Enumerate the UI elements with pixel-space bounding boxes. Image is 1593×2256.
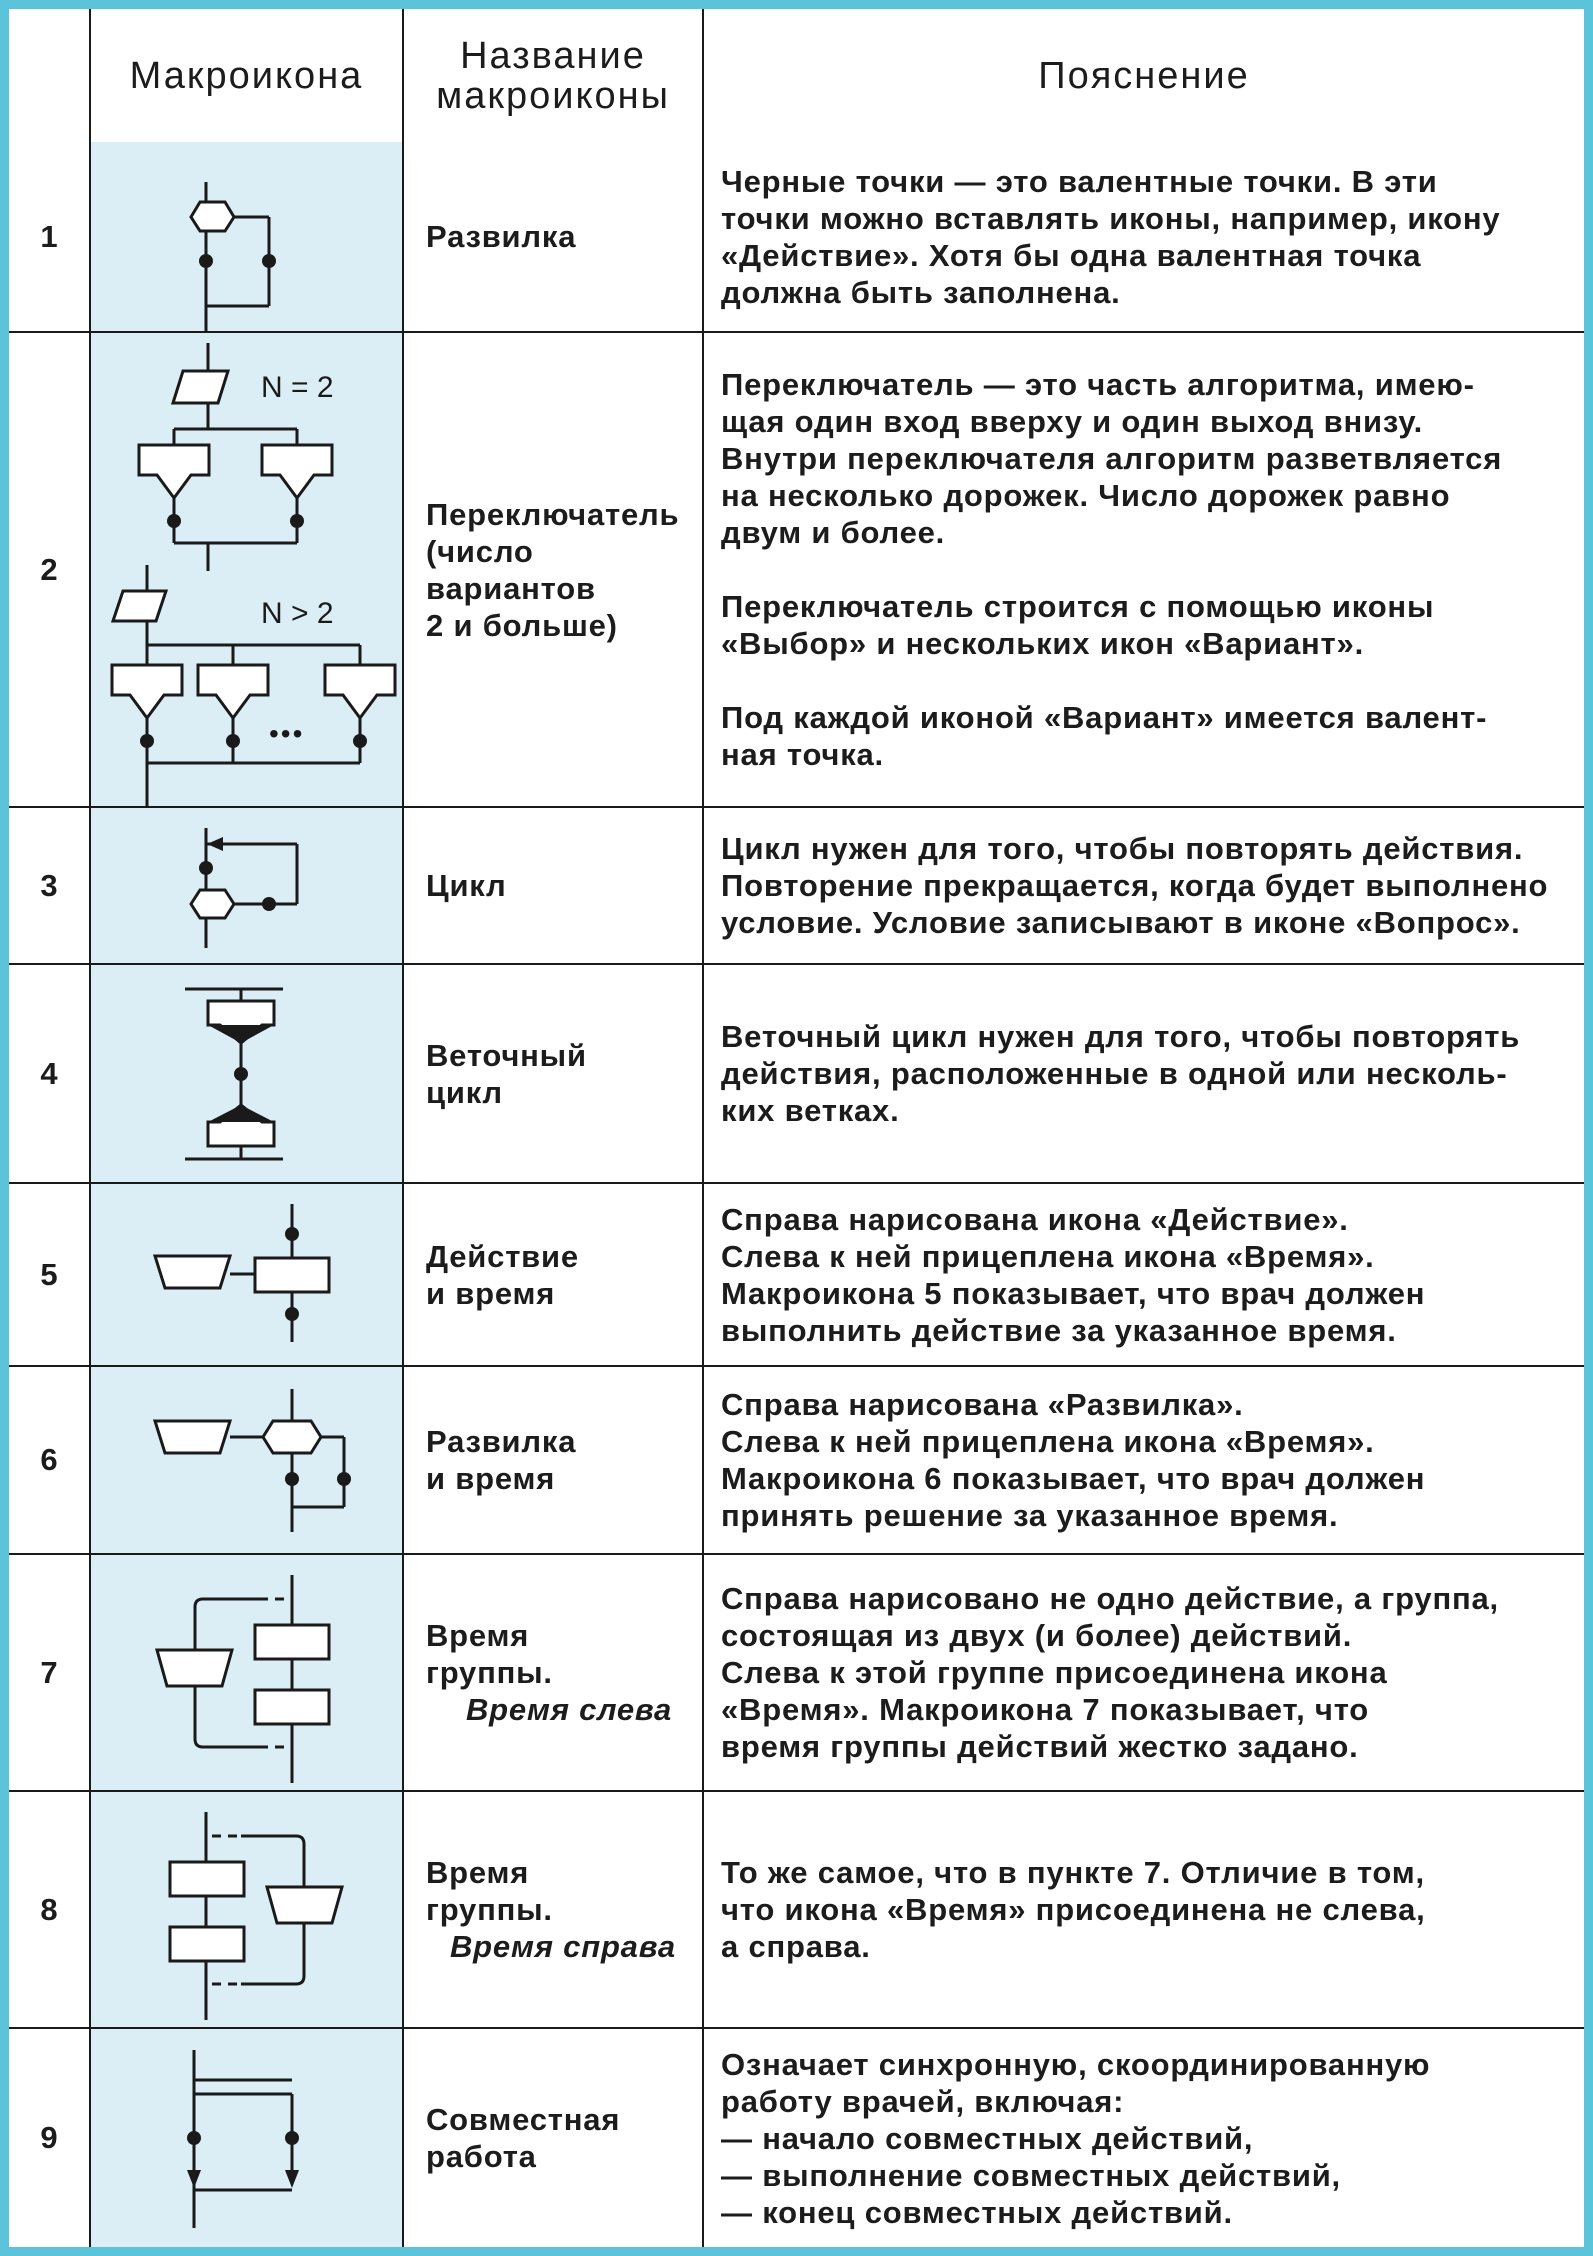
description-line: Справа нарисована икона «Действие». bbox=[721, 1201, 1349, 1237]
row-number: 4 bbox=[9, 964, 90, 1183]
description-paragraph bbox=[721, 1386, 1574, 1534]
description-line: Означает синхронную, скоординированную bbox=[721, 2046, 1431, 2082]
name-line: и время bbox=[426, 1275, 556, 1311]
header-desc: Пояснение bbox=[703, 9, 1584, 142]
row-number: 5 bbox=[9, 1183, 90, 1366]
description-line: действия, расположенные в одной или несколь- bbox=[721, 1056, 1508, 1091]
table-row bbox=[9, 142, 1584, 332]
table-row bbox=[9, 1366, 1584, 1554]
name-line: вариантов bbox=[426, 570, 596, 606]
name-line: Действие bbox=[426, 1238, 579, 1274]
macroicon-cell bbox=[90, 2028, 403, 2247]
description-line: должна быть заполнена. bbox=[721, 274, 1121, 310]
macroicon-name bbox=[403, 1554, 703, 1791]
name-line: 2 и больше) bbox=[426, 607, 618, 643]
macroicon-cell bbox=[90, 964, 403, 1183]
group-time-left-macroicon bbox=[91, 1555, 404, 1790]
name-line: Веточный bbox=[426, 1037, 587, 1073]
description-line: Слева к ней прицеплена икона «Время». bbox=[721, 1424, 1375, 1459]
description-line: — конец совместных действий. bbox=[721, 2194, 1233, 2230]
description-line: Макроикона 6 показывает, что врач должен bbox=[721, 1461, 1426, 1496]
header-num bbox=[9, 9, 90, 142]
macroicon-name bbox=[403, 142, 703, 332]
table-row bbox=[9, 964, 1584, 1183]
description-line: выполнить действие за указанное время. bbox=[721, 1312, 1397, 1348]
description-line: Внутри переключателя алгоритм разветвляется bbox=[721, 441, 1503, 476]
description-line: «Действие». Хотя бы одна валентная точка bbox=[721, 237, 1422, 273]
macroicon-cell bbox=[90, 142, 403, 332]
table-row bbox=[9, 1183, 1584, 1366]
description-line: «Время». Макроикона 7 показывает, что bbox=[721, 1692, 1370, 1727]
description-line: состоящая из двух (и более) действий. bbox=[721, 1618, 1353, 1653]
header-name bbox=[403, 9, 703, 142]
name-line: Совместная bbox=[426, 2102, 621, 2137]
description-line: а справа. bbox=[721, 1929, 871, 1964]
description-line: Переключатель строится с помощью иконы bbox=[721, 589, 1435, 624]
table-row bbox=[9, 1791, 1584, 2028]
macroicon-cell bbox=[90, 332, 403, 807]
name-line: (число bbox=[426, 533, 534, 569]
ellipsis-label: ••• bbox=[269, 718, 305, 749]
name-italic: Время справа bbox=[450, 1929, 676, 1964]
description-line: что икона «Время» присоединена не слева, bbox=[721, 1892, 1426, 1927]
description-paragraph bbox=[721, 366, 1574, 551]
name-line: группы. bbox=[426, 1892, 553, 1927]
name-line: Время bbox=[426, 1618, 530, 1653]
macroicon-name bbox=[403, 807, 703, 964]
description-line: «Выбор» и нескольких икон «Вариант». bbox=[721, 626, 1364, 661]
macroicon-cell bbox=[90, 1554, 403, 1791]
description-line: — выполнение совместных действий, bbox=[721, 2157, 1341, 2193]
table-row bbox=[9, 1554, 1584, 1791]
description-line: Черные точки — это валентные точки. В эти bbox=[721, 163, 1438, 199]
name-line: Развилка bbox=[426, 219, 577, 254]
table-row bbox=[9, 332, 1584, 807]
description-paragraph bbox=[721, 830, 1574, 941]
description-paragraph bbox=[721, 1201, 1574, 1349]
macroicon-name bbox=[403, 2028, 703, 2247]
action-time-macroicon bbox=[91, 1184, 404, 1365]
description-line: на несколько дорожек. Число дорожек равно bbox=[721, 478, 1451, 513]
row-number: 9 bbox=[9, 2028, 90, 2247]
fork-time-macroicon bbox=[91, 1367, 404, 1553]
name-line: и время bbox=[426, 1461, 556, 1496]
macroicon-name bbox=[403, 1791, 703, 2028]
name-line: Цикл bbox=[426, 868, 507, 903]
macroicon-cell bbox=[90, 1183, 403, 1366]
description-paragraph bbox=[721, 163, 1574, 311]
description-paragraph bbox=[721, 1580, 1574, 1765]
macroicon-cell bbox=[90, 1791, 403, 2028]
description-paragraph bbox=[721, 699, 1574, 773]
macroicon-name bbox=[403, 1366, 703, 1554]
description-paragraph bbox=[721, 588, 1574, 662]
name-line: группы. bbox=[426, 1655, 553, 1690]
joint-work-macroicon bbox=[91, 2030, 404, 2247]
description-line: Справа нарисована «Развилка». bbox=[721, 1387, 1244, 1422]
description-line: ная точка. bbox=[721, 737, 884, 772]
description-paragraph bbox=[721, 1854, 1574, 1965]
variant-count-label: N = 2 bbox=[261, 371, 334, 404]
description-paragraph bbox=[721, 2046, 1574, 2231]
description-line: Слева к ней прицеплена икона «Время». bbox=[721, 1238, 1375, 1274]
header-name-line: макроиконы bbox=[436, 74, 670, 117]
name-line: работа bbox=[426, 2139, 537, 2174]
description-line: условие. Условие записывают в иконе «Вопрос». bbox=[721, 905, 1521, 940]
macroicon-description bbox=[703, 1791, 1584, 2028]
description-paragraph bbox=[721, 1018, 1574, 1129]
macroicon-description bbox=[703, 1554, 1584, 1791]
header-name-line: Название bbox=[460, 34, 646, 77]
macroicon-description bbox=[703, 142, 1584, 332]
branch-loop-macroicon bbox=[91, 965, 404, 1182]
description-line: Справа нарисовано не одно действие, а группа, bbox=[721, 1581, 1499, 1616]
macroicon-description bbox=[703, 1183, 1584, 1366]
macroicon-name bbox=[403, 1183, 703, 1366]
macroicon-table bbox=[9, 9, 1584, 2247]
description-line: работу врачей, включая: bbox=[721, 2083, 1125, 2119]
name-line: Переключатель bbox=[426, 496, 680, 532]
fork-macroicon bbox=[91, 143, 404, 331]
loop-macroicon bbox=[91, 808, 404, 963]
table-row bbox=[9, 2028, 1584, 2247]
header-icon: Макроикона bbox=[90, 9, 403, 142]
row-number: 6 bbox=[9, 1366, 90, 1554]
name-line: Время bbox=[426, 1855, 530, 1890]
variant-count-label: N > 2 bbox=[261, 597, 334, 630]
header-row bbox=[9, 9, 1584, 142]
name-line: цикл bbox=[426, 1074, 503, 1110]
macroicon-description bbox=[703, 807, 1584, 964]
description-line: принять решение за указанное время. bbox=[721, 1498, 1339, 1533]
macroicon-description bbox=[703, 964, 1584, 1183]
group-time-right-macroicon bbox=[91, 1792, 404, 2027]
description-line: время группы действий жестко задано. bbox=[721, 1729, 1359, 1764]
description-line: Цикл нужен для того, чтобы повторять действия. bbox=[721, 831, 1524, 866]
description-line: ких ветках. bbox=[721, 1093, 900, 1128]
row-number: 2 bbox=[9, 332, 90, 807]
macroicon-description bbox=[703, 2028, 1584, 2247]
description-line: Повторение прекращается, когда будет выполнено bbox=[721, 868, 1549, 903]
name-italic: Время слева bbox=[466, 1692, 673, 1727]
table-row bbox=[9, 807, 1584, 964]
description-line: Переключатель — это часть алгоритма, имею- bbox=[721, 367, 1475, 402]
row-number: 1 bbox=[9, 142, 90, 332]
name-line: Развилка bbox=[426, 1424, 577, 1459]
description-line: щая один вход вверху и один выход внизу. bbox=[721, 404, 1424, 439]
macroicon-cell bbox=[90, 807, 403, 964]
description-line: Под каждой иконой «Вариант» имеется валент- bbox=[721, 700, 1488, 735]
row-number: 8 bbox=[9, 1791, 90, 2028]
row-number: 3 bbox=[9, 807, 90, 964]
description-line: двум и более. bbox=[721, 515, 946, 550]
description-line: Слева к этой группе присоединена икона bbox=[721, 1655, 1388, 1690]
row-number: 7 bbox=[9, 1554, 90, 1791]
description-line: точки можно вставлять иконы, например, икону bbox=[721, 200, 1501, 236]
macroicon-name bbox=[403, 964, 703, 1183]
description-line: Макроикона 5 показывает, что врач должен bbox=[721, 1275, 1426, 1311]
macroicon-description bbox=[703, 1366, 1584, 1554]
description-line: Веточный цикл нужен для того, чтобы повторять bbox=[721, 1019, 1521, 1054]
description-line: То же самое, что в пункте 7. Отличие в том, bbox=[721, 1855, 1425, 1890]
macroicon-description bbox=[703, 332, 1584, 807]
description-line: — начало совместных действий, bbox=[721, 2120, 1254, 2156]
macroicon-name bbox=[403, 332, 703, 807]
switch-macroicon bbox=[91, 333, 404, 806]
macroicon-cell bbox=[90, 1366, 403, 1554]
